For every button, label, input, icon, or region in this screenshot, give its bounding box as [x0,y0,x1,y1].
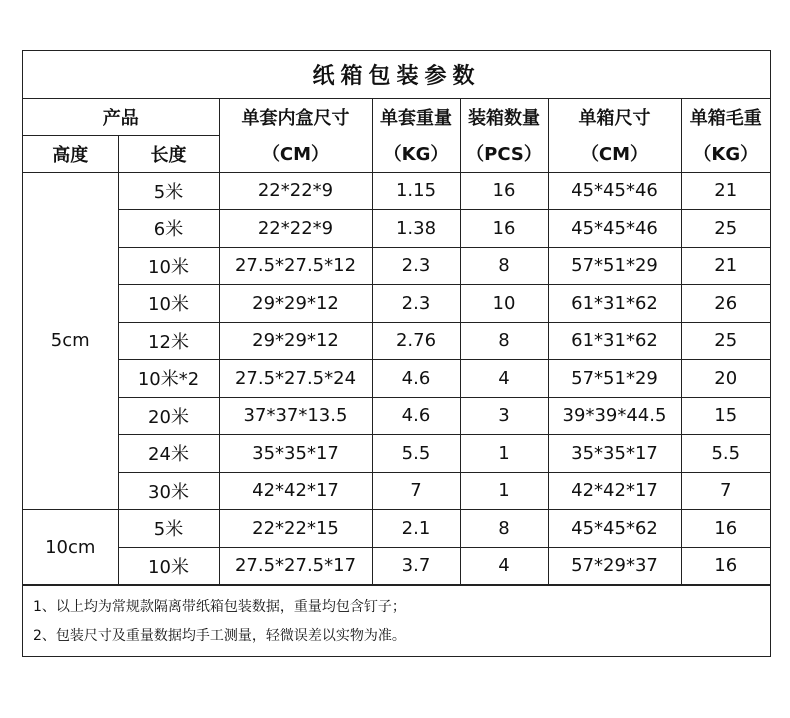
row-group-height: 10cm [23,510,118,585]
cell-carton-gross-weight: 21 [681,247,770,285]
cell-inner-box-size: 42*42*17 [219,472,372,510]
table-body [23,172,770,585]
cell-carton-gross-weight: 5.5 [681,435,770,473]
notes [23,585,770,659]
cell-carton-size: 57*29*37 [548,547,681,585]
cell-inner-box-size: 37*37*13.5 [219,397,372,435]
table-row [23,547,770,585]
cell-carton-size: 57*51*29 [548,247,681,285]
table-row [23,210,770,248]
packaging-table [23,51,770,585]
cell-length: 20米 [118,397,219,435]
header-carton-gross-weight-unit: （KG） [693,144,759,165]
cell-unit-weight: 7 [372,472,460,510]
cell-carton-gross-weight: 7 [681,472,770,510]
cell-qty-per-carton: 1 [460,435,548,473]
cell-length: 6米 [118,210,219,248]
cell-qty-per-carton: 8 [460,322,548,360]
cell-carton-size: 61*31*62 [548,285,681,323]
cell-qty-per-carton: 16 [460,172,548,210]
header-unit-weight-unit: （KG） [383,144,449,165]
cell-length: 24米 [118,435,219,473]
cell-carton-size: 45*45*46 [548,210,681,248]
cell-carton-size: 35*35*17 [548,435,681,473]
cell-qty-per-carton: 8 [460,510,548,548]
cell-carton-gross-weight: 16 [681,547,770,585]
cell-qty-per-carton: 1 [460,472,548,510]
header-carton-size-label: 单箱尺寸 [578,108,651,129]
cell-carton-gross-weight: 16 [681,510,770,548]
cell-unit-weight: 2.3 [372,285,460,323]
header-carton-size [548,98,681,172]
note-2: 2、包装尺寸及重量数据均手工测量，轻微误差以实物为准。 [33,628,406,644]
cell-qty-per-carton: 10 [460,285,548,323]
cell-carton-size: 45*45*62 [548,510,681,548]
header-product: 产品 [23,98,219,135]
table-title: 纸箱包装参数 [23,51,770,98]
cell-qty-per-carton: 8 [460,247,548,285]
cell-unit-weight: 5.5 [372,435,460,473]
cell-inner-box-size: 22*22*9 [219,172,372,210]
header-length: 长度 [118,135,219,172]
cell-unit-weight: 1.15 [372,172,460,210]
header-inner-box-size [219,98,372,172]
cell-length: 30米 [118,472,219,510]
cell-carton-size: 45*45*46 [548,172,681,210]
header-qty-per-carton-label: 装箱数量 [468,108,540,129]
cell-inner-box-size: 27.5*27.5*24 [219,360,372,398]
table-row [23,360,770,398]
cell-carton-gross-weight: 26 [681,285,770,323]
table-row [23,510,770,548]
table-row [23,247,770,285]
cell-inner-box-size: 22*22*15 [219,510,372,548]
cell-qty-per-carton: 16 [460,210,548,248]
cell-unit-weight: 3.7 [372,547,460,585]
header-carton-gross-weight-label: 单箱毛重 [689,108,762,129]
cell-unit-weight: 4.6 [372,360,460,398]
note-1: 1、以上均为常规款隔离带纸箱包装数据，重量均包含钉子； [33,599,406,615]
table-row [23,397,770,435]
cell-carton-size: 57*51*29 [548,360,681,398]
table-row [23,172,770,210]
header-qty-per-carton-unit: （PCS） [466,144,542,165]
header-inner-box-size-label: 单套内盒尺寸 [241,108,350,129]
cell-inner-box-size: 29*29*12 [219,322,372,360]
cell-unit-weight: 2.76 [372,322,460,360]
table-row [23,435,770,473]
cell-carton-size: 61*31*62 [548,322,681,360]
cell-inner-box-size: 29*29*12 [219,285,372,323]
table-row [23,322,770,360]
table-row [23,285,770,323]
row-group-height: 5cm [23,172,118,510]
cell-length: 10米 [118,247,219,285]
cell-qty-per-carton: 3 [460,397,548,435]
header-unit-weight [372,98,460,172]
cell-carton-gross-weight: 25 [681,322,770,360]
cell-length: 5米 [118,172,219,210]
cell-inner-box-size: 27.5*27.5*17 [219,547,372,585]
table-row [23,472,770,510]
cell-length: 10米 [118,285,219,323]
header-inner-box-size-unit: （CM） [261,144,330,165]
cell-unit-weight: 4.6 [372,397,460,435]
cell-length: 5米 [118,510,219,548]
cell-length: 12米 [118,322,219,360]
cell-inner-box-size: 35*35*17 [219,435,372,473]
cell-carton-gross-weight: 20 [681,360,770,398]
header-carton-size-unit: （CM） [580,144,649,165]
cell-carton-size: 39*39*44.5 [548,397,681,435]
cell-inner-box-size: 22*22*9 [219,210,372,248]
cell-carton-gross-weight: 15 [681,397,770,435]
header-unit-weight-label: 单套重量 [380,108,452,129]
cell-length: 10米*2 [118,360,219,398]
packaging-parameters-sheet [22,50,771,657]
header-height: 高度 [23,135,118,172]
cell-length: 10米 [118,547,219,585]
cell-carton-gross-weight: 21 [681,172,770,210]
header-qty-per-carton [460,98,548,172]
cell-unit-weight: 2.3 [372,247,460,285]
cell-carton-size: 42*42*17 [548,472,681,510]
cell-unit-weight: 1.38 [372,210,460,248]
header-carton-gross-weight [681,98,770,172]
cell-qty-per-carton: 4 [460,547,548,585]
cell-carton-gross-weight: 25 [681,210,770,248]
cell-unit-weight: 2.1 [372,510,460,548]
cell-inner-box-size: 27.5*27.5*12 [219,247,372,285]
cell-qty-per-carton: 4 [460,360,548,398]
